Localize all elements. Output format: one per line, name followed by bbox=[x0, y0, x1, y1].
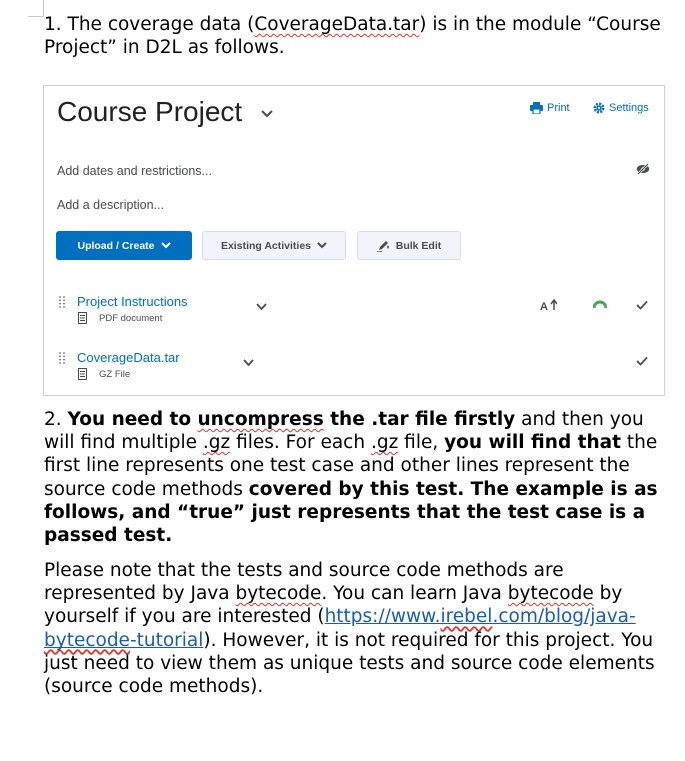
para3-text: . You can learn Java bbox=[321, 583, 508, 605]
item-title[interactable]: Project Instructions bbox=[77, 294, 188, 309]
para2-text: the first line represents one test case and other lines represent the source code methods bbox=[44, 432, 658, 500]
chevron-down-icon bbox=[161, 242, 171, 249]
module-title: Course Project bbox=[57, 96, 243, 127]
para3-text: ). However, it is not required for this project. You just need to view them as unique tests and source code elements (source code methods). bbox=[44, 629, 655, 698]
item-type: GZ File bbox=[99, 369, 131, 380]
link-part: irebel bbox=[440, 606, 493, 628]
paragraph-3 bbox=[44, 559, 672, 698]
drag-handle-icon[interactable] bbox=[59, 352, 65, 364]
completion-gauge-icon bbox=[593, 300, 607, 308]
link-part: https://www. bbox=[324, 606, 441, 628]
para2-text: and then you will find multiple bbox=[44, 409, 644, 454]
settings-label: Settings bbox=[609, 102, 649, 114]
drag-handle-icon[interactable] bbox=[59, 296, 65, 308]
chevron-down-icon[interactable] bbox=[260, 109, 274, 119]
add-description-link[interactable]: Add a description... bbox=[57, 198, 165, 212]
bulk-edit-button[interactable] bbox=[357, 231, 461, 260]
link-part: bytecode bbox=[44, 629, 130, 651]
para3-text: Please note that the tests and source code methods are represented by Java bbox=[44, 560, 564, 605]
list-item[interactable] bbox=[57, 350, 652, 390]
chevron-down-icon[interactable] bbox=[256, 303, 267, 311]
para3-bytecode: bytecode bbox=[235, 583, 322, 605]
print-link[interactable] bbox=[530, 102, 570, 114]
para3-bytecode: bytecode bbox=[507, 583, 594, 605]
upload-create-button[interactable] bbox=[56, 231, 192, 260]
printer-icon bbox=[530, 102, 543, 114]
item-type: PDF document bbox=[99, 313, 163, 324]
check-icon bbox=[636, 300, 648, 310]
item-title[interactable]: CoverageData.tar bbox=[77, 350, 180, 365]
para2-gz: .gz bbox=[370, 432, 399, 454]
para1-filename: CoverageData.tar bbox=[254, 14, 420, 35]
bulk-edit-label: Bulk Edit bbox=[395, 239, 442, 252]
chevron-down-icon bbox=[317, 242, 327, 249]
para2-text: file, bbox=[398, 432, 445, 454]
para2-bold: you will find that bbox=[444, 432, 621, 454]
para2-bold: covered by this test. The example is as follows, and “true” just represents that the test case is a passed test. bbox=[44, 478, 658, 547]
link-part: -tutorial bbox=[129, 629, 204, 651]
para3-text: by yourself if you are interested ( bbox=[44, 583, 623, 628]
print-label: Print bbox=[547, 102, 570, 114]
para1-text: 1. The coverage data ( bbox=[44, 14, 255, 35]
para2-bold-b: the .tar file firstly bbox=[323, 409, 516, 430]
existing-activities-button[interactable] bbox=[202, 231, 346, 260]
settings-link[interactable] bbox=[593, 102, 649, 114]
svg-text:A: A bbox=[540, 301, 548, 311]
d2l-module-screenshot bbox=[43, 85, 665, 396]
para2-text: 2. bbox=[44, 409, 68, 430]
para2-text: files. For each bbox=[230, 432, 371, 454]
para2-bold bbox=[68, 409, 516, 430]
para2-gz: .gz bbox=[202, 432, 231, 454]
paragraph-1 bbox=[44, 13, 672, 59]
chevron-down-icon[interactable] bbox=[243, 359, 254, 367]
pencil-icon bbox=[377, 240, 390, 252]
paragraph-2 bbox=[44, 408, 672, 547]
page-corner-mark-h bbox=[28, 16, 44, 17]
link-part: .com/blog/java- bbox=[492, 606, 636, 628]
document-icon bbox=[78, 312, 87, 324]
upload-create-label: Upload / Create bbox=[77, 239, 155, 252]
add-dates-link[interactable]: Add dates and restrictions... bbox=[57, 164, 212, 178]
para2-bold-uncompress: uncompress bbox=[197, 409, 324, 430]
gear-icon bbox=[593, 102, 605, 114]
check-icon bbox=[636, 356, 648, 366]
document-icon bbox=[78, 368, 87, 380]
list-item[interactable] bbox=[57, 294, 652, 334]
para1-text-end: ) is in the module “Course Project” in D2L as follows. bbox=[44, 14, 661, 59]
existing-activities-label: Existing Activities bbox=[220, 239, 312, 252]
eye-slash-icon[interactable] bbox=[636, 163, 650, 175]
para2-bold-a: You need to bbox=[67, 409, 198, 430]
sort-alpha-icon[interactable] bbox=[540, 299, 557, 311]
